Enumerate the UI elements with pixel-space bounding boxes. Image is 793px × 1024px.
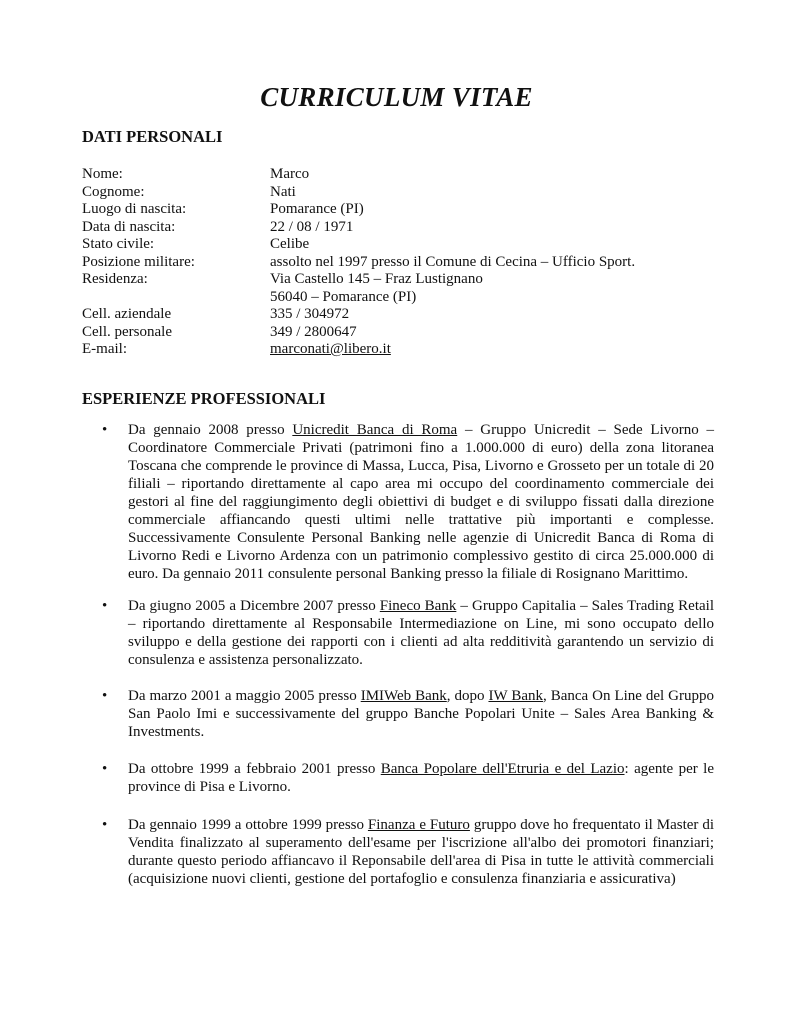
field-value: Nati <box>270 183 296 200</box>
experience-text-segment: gruppo dove ho frequentato il Master di Vendita finalizzato al superamento dell'esame per l'iscrizione all'albo dei promotori finanziari; durante questo periodo affiancavo il Reponsabile dell'area di Pisa in tutte le attività commerciali (acquisizione nuovi clienti, gestione del portafoglio e consulenza finanziaria e assicurativa) <box>128 817 714 887</box>
bullet-icon: • <box>102 761 108 777</box>
personal-data-row <box>82 166 635 184</box>
field-label <box>82 289 270 307</box>
personal-data-row <box>82 289 635 307</box>
field-value: Via Castello 145 – Fraz Lustignano <box>270 271 483 287</box>
bullet-icon: • <box>102 422 108 438</box>
experience-text <box>128 816 714 888</box>
company-name: IMIWeb Bank <box>360 688 447 704</box>
experience-text-segment: Da gennaio 1999 a ottobre 1999 presso <box>128 817 368 833</box>
experience-text-segment: , Banca On Line del Gruppo San Paolo Imi e successivamente del gruppo Banche Popolari Unite – Sales Area Banking & Investments. <box>128 688 715 740</box>
field-value: assolto nel 1997 presso il Comune di Cecina – Ufficio Sport. <box>270 253 636 270</box>
bullet-icon: • <box>102 817 108 833</box>
personal-data-row <box>82 219 635 237</box>
personal-data-row <box>82 324 635 342</box>
company-name: Banca Popolare dell'Etruria e del Lazio <box>380 761 625 777</box>
personal-data-table <box>82 166 635 359</box>
field-value: Pomarance (PI) <box>270 201 364 217</box>
field-value: 349 / 2800647 <box>270 323 357 340</box>
personal-data-row <box>82 306 635 324</box>
field-value: 335 / 304972 <box>270 306 350 322</box>
company-name: Fineco Bank <box>379 598 457 614</box>
field-label: Cell. aziendale <box>82 306 172 322</box>
field-label: Stato civile: <box>82 236 155 252</box>
experience-text-segment: – Gruppo Capitalia – Sales Trading Retail – riportando direttamente al Responsabile Intermediazione on Line, mi sono occupato dello sviluppo e della gestione dei rapporti con i clienti ad alta redditività garantendo un servizio di consulenza e assistenza personalizzato. <box>128 598 714 668</box>
personal-data-row <box>82 236 635 254</box>
personal-data-row <box>82 271 635 289</box>
experience-text-segment: , dopo <box>446 688 489 704</box>
field-label: Cognome: <box>82 183 145 200</box>
field-label: Luogo di nascita: <box>82 201 187 217</box>
experience-item <box>102 597 714 669</box>
experience-text <box>128 687 714 741</box>
experience-text-segment: Da marzo 2001 a maggio 2005 presso <box>128 688 361 704</box>
experience-text <box>128 597 714 669</box>
personal-data-row <box>82 201 635 219</box>
experience-text-segment: : agente per le province di Pisa e Livorno. <box>128 761 714 795</box>
company-name: Unicredit Banca di Roma <box>292 422 458 438</box>
experience-text <box>128 421 714 583</box>
personal-data-row <box>82 254 635 272</box>
email-link[interactable]: marconati@libero.it <box>270 341 391 357</box>
experience-item <box>102 816 714 888</box>
field-label: Cell. personale <box>82 323 172 340</box>
field-label: Residenza: <box>82 271 148 287</box>
company-name: IW Bank <box>488 688 543 704</box>
company-name: Finanza e Futuro <box>367 817 470 833</box>
field-label: Data di nascita: <box>82 218 176 235</box>
personal-data-heading: DATI PERSONALI <box>82 127 223 146</box>
experience-text-segment: Da gennaio 2008 presso <box>128 422 293 438</box>
field-value: Celibe <box>270 236 310 252</box>
experience-heading: ESPERIENZE PROFESSIONALI <box>82 389 326 408</box>
field-label: Posizione militare: <box>82 253 195 270</box>
experience-text <box>128 760 714 796</box>
field-value: 22 / 08 / 1971 <box>270 218 354 235</box>
field-value: 56040 – Pomarance (PI) <box>270 288 417 305</box>
personal-data-row <box>82 341 635 359</box>
experience-text-segment: Da ottobre 1999 a febbraio 2001 presso <box>128 761 381 777</box>
personal-data-row <box>82 184 635 202</box>
experience-item <box>102 421 714 583</box>
bullet-icon: • <box>102 598 108 614</box>
field-label: E-mail: <box>82 341 127 357</box>
field-label: Nome: <box>82 166 123 182</box>
bullet-icon: • <box>102 688 108 704</box>
field-value: Marco <box>270 166 310 182</box>
experience-text-segment: – Gruppo Unicredit – Sede Livorno – Coordinatore Commerciale Privati (patrimoni fino a 1.000.000 di euro) della zona litoranea Toscana che comprende le province di Massa, Lucca, Pisa, Livorno e Grosseto per un totale di 20 filiali – riportando direttamente al capo area mi occupo del coordinamento commerciale dei gestori al fine del raggiungimento degli obiettivi di budget e di sviluppo fissati dalla direzione commerciale affiancando questi ultimi nelle trattative più importanti e complesse. Successivamente Consulente Personal Banking nelle agenzie di Unicredit Banca di Roma di Livorno Redi e Livorno Ardenza con un patrimonio complessivo gestito di circa 25.000.000 di euro. Da gennaio 2011 consulente personal Banking presso la filiale di Rosignano Marittimo. <box>128 422 714 582</box>
document-title: CURRICULUM VITAE <box>260 82 533 112</box>
experience-text-segment: Da giugno 2005 a Dicembre 2007 presso <box>128 598 380 614</box>
experience-item <box>102 760 714 796</box>
experience-item <box>102 687 714 741</box>
